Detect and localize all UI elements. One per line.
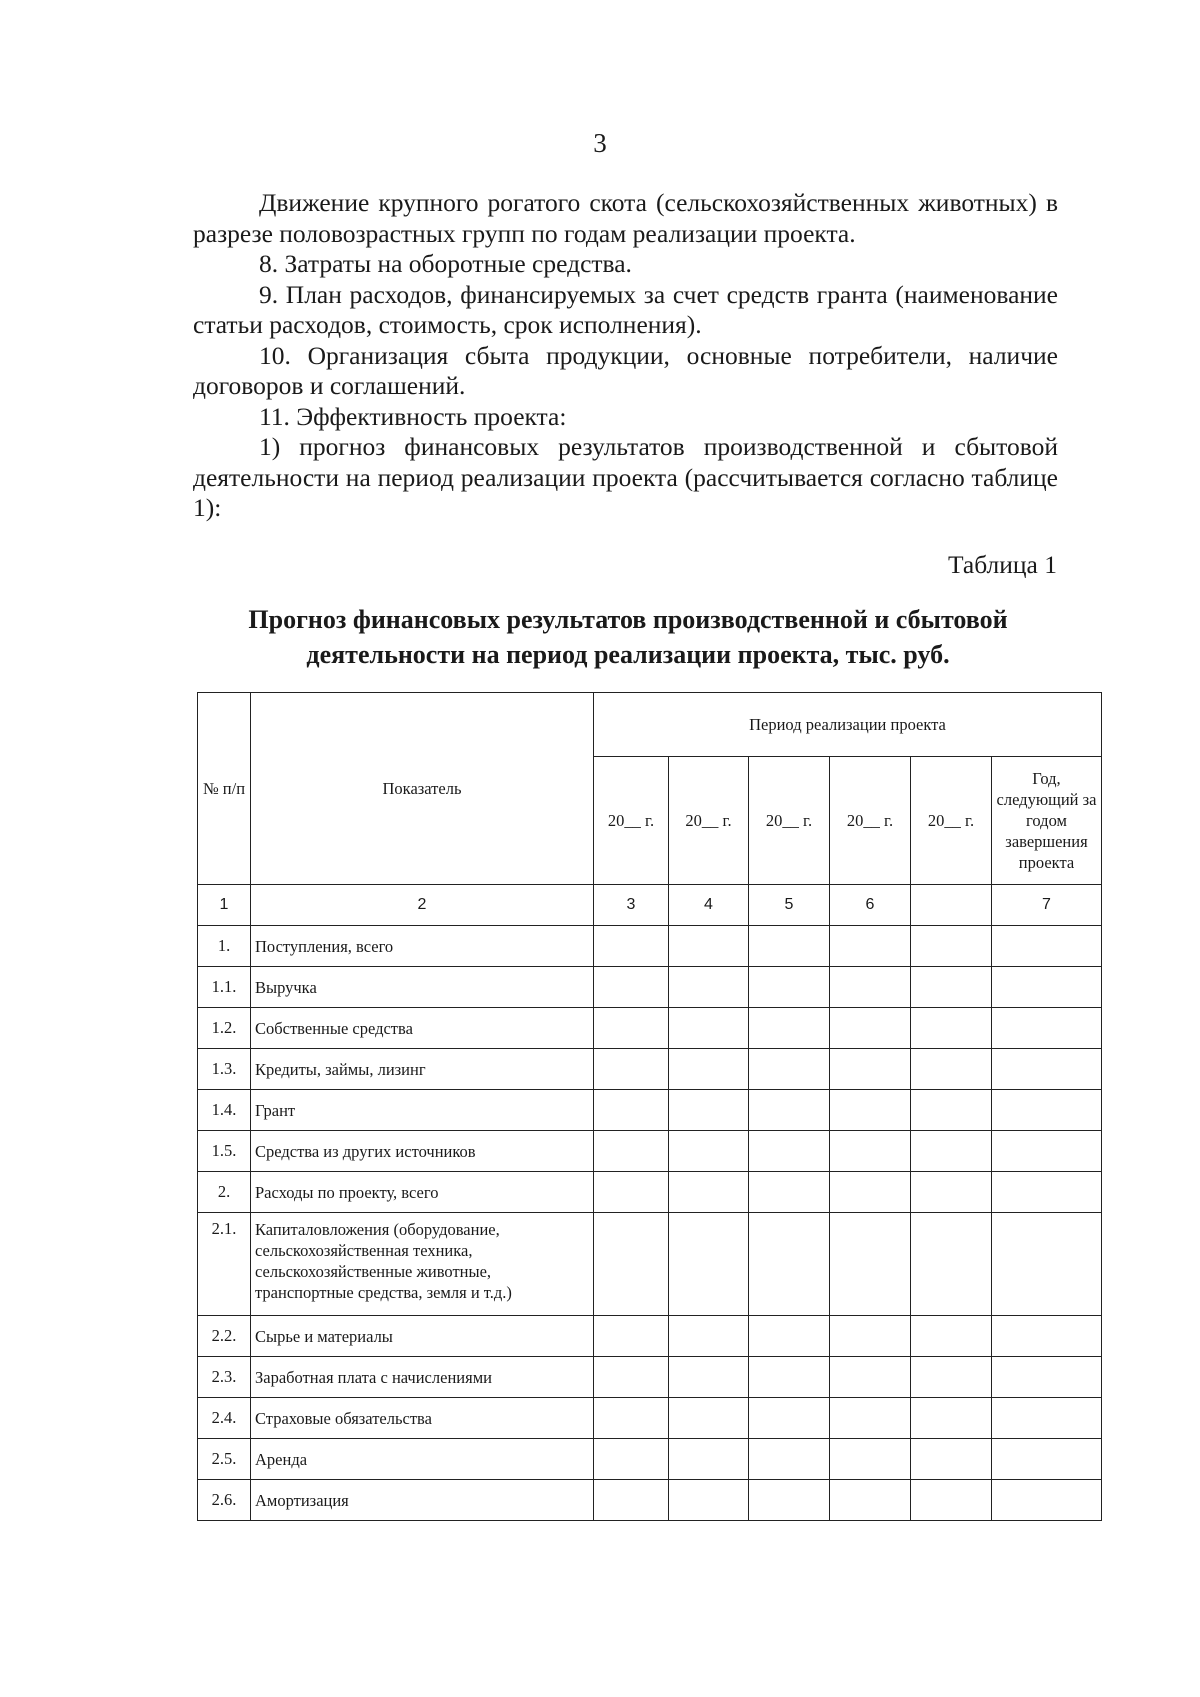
- value-cell: [992, 1480, 1102, 1521]
- row-indicator: Сырье и материалы: [251, 1316, 594, 1357]
- value-cell: [911, 926, 992, 967]
- row-indicator: Поступления, всего: [251, 926, 594, 967]
- value-cell: [594, 1316, 669, 1357]
- forecast-table: [197, 692, 1102, 1521]
- body-text: [193, 188, 1058, 524]
- value-cell: [992, 1008, 1102, 1049]
- value-cell: [594, 926, 669, 967]
- value-cell: [669, 1439, 749, 1480]
- value-cell: [911, 1172, 992, 1213]
- header-indicator: Показатель: [251, 693, 594, 885]
- value-cell: [594, 1172, 669, 1213]
- value-cell: [830, 1049, 911, 1090]
- row-indicator: Грант: [251, 1090, 594, 1131]
- value-cell: [992, 1090, 1102, 1131]
- value-cell: [830, 1131, 911, 1172]
- row-number: 2.3.: [198, 1357, 251, 1398]
- row-number: 1.2.: [198, 1008, 251, 1049]
- row-indicator: Расходы по проекту, всего: [251, 1172, 594, 1213]
- table-row: [198, 1172, 1102, 1213]
- value-cell: [749, 1213, 830, 1316]
- value-cell: [992, 1357, 1102, 1398]
- header-year-4: 20__ г.: [830, 757, 911, 885]
- value-cell: [669, 1213, 749, 1316]
- table-caption: Прогноз финансовых результатов производственной и сбытовой деятельности на период реализации проекта, тыс. руб.: [248, 605, 1008, 669]
- table-row: [198, 1316, 1102, 1357]
- header-next-year: Год, следующий за годом завершения проекта: [992, 757, 1102, 885]
- table-row: [198, 1008, 1102, 1049]
- row-number: 1.3.: [198, 1049, 251, 1090]
- value-cell: [830, 1480, 911, 1521]
- table-row: [198, 967, 1102, 1008]
- column-number-row: [198, 885, 1102, 926]
- value-cell: [911, 1316, 992, 1357]
- table-row: [198, 1357, 1102, 1398]
- value-cell: [669, 1480, 749, 1521]
- value-cell: [830, 967, 911, 1008]
- value-cell: [911, 1480, 992, 1521]
- column-number: 3: [594, 885, 669, 926]
- value-cell: [669, 967, 749, 1008]
- row-number: 1.4.: [198, 1090, 251, 1131]
- row-number: 2.1.: [198, 1213, 251, 1316]
- value-cell: [749, 1480, 830, 1521]
- table-row: [198, 1131, 1102, 1172]
- value-cell: [830, 1357, 911, 1398]
- header-num: № п/п: [198, 693, 251, 885]
- value-cell: [911, 1008, 992, 1049]
- row-number: 2.: [198, 1172, 251, 1213]
- value-cell: [669, 1131, 749, 1172]
- column-number: 5: [749, 885, 830, 926]
- value-cell: [669, 1357, 749, 1398]
- value-cell: [992, 926, 1102, 967]
- row-indicator: Средства из других источников: [251, 1131, 594, 1172]
- value-cell: [749, 1398, 830, 1439]
- value-cell: [911, 1439, 992, 1480]
- value-cell: [830, 926, 911, 967]
- column-number: 2: [251, 885, 594, 926]
- row-number: 1.1.: [198, 967, 251, 1008]
- row-number: 1.5.: [198, 1131, 251, 1172]
- value-cell: [749, 1316, 830, 1357]
- column-number: 6: [830, 885, 911, 926]
- value-cell: [669, 1398, 749, 1439]
- value-cell: [669, 1316, 749, 1357]
- value-cell: [992, 1172, 1102, 1213]
- page-number: 3: [593, 128, 607, 158]
- row-indicator: Аренда: [251, 1439, 594, 1480]
- value-cell: [749, 1172, 830, 1213]
- value-cell: [911, 1357, 992, 1398]
- value-cell: [749, 1439, 830, 1480]
- row-indicator: Страховые обязательства: [251, 1398, 594, 1439]
- value-cell: [749, 1131, 830, 1172]
- header-year-3: 20__ г.: [749, 757, 830, 885]
- value-cell: [594, 1480, 669, 1521]
- header-year-2: 20__ г.: [669, 757, 749, 885]
- row-number: 2.5.: [198, 1439, 251, 1480]
- table-row: [198, 1213, 1102, 1316]
- value-cell: [594, 1213, 669, 1316]
- value-cell: [669, 1172, 749, 1213]
- value-cell: [830, 1398, 911, 1439]
- value-cell: [669, 1090, 749, 1131]
- value-cell: [992, 967, 1102, 1008]
- value-cell: [594, 1398, 669, 1439]
- value-cell: [669, 1008, 749, 1049]
- paragraph-livestock: Движение крупного рогатого скота (сельскохозяйственных животных) в разрезе половозрастных групп по годам реализации проекта.: [193, 188, 1058, 248]
- paragraph-8: 8. Затраты на оборотные средства.: [259, 249, 632, 278]
- row-indicator: Заработная плата с начислениями: [251, 1357, 594, 1398]
- value-cell: [992, 1316, 1102, 1357]
- row-number: 2.4.: [198, 1398, 251, 1439]
- header-year-5: 20__ г.: [911, 757, 992, 885]
- value-cell: [911, 1213, 992, 1316]
- row-indicator: Собственные средства: [251, 1008, 594, 1049]
- column-number: 7: [992, 885, 1102, 926]
- value-cell: [594, 1049, 669, 1090]
- value-cell: [830, 1213, 911, 1316]
- value-cell: [749, 926, 830, 967]
- column-number: 1: [198, 885, 251, 926]
- value-cell: [749, 1049, 830, 1090]
- value-cell: [992, 1213, 1102, 1316]
- value-cell: [911, 1049, 992, 1090]
- value-cell: [992, 1131, 1102, 1172]
- value-cell: [992, 1398, 1102, 1439]
- header-year-1: 20__ г.: [594, 757, 669, 885]
- table-label: Таблица 1: [947, 550, 1057, 579]
- value-cell: [749, 1008, 830, 1049]
- row-indicator: Амортизация: [251, 1480, 594, 1521]
- row-number: 2.6.: [198, 1480, 251, 1521]
- value-cell: [594, 1357, 669, 1398]
- column-number: [911, 885, 992, 926]
- value-cell: [669, 1049, 749, 1090]
- value-cell: [830, 1439, 911, 1480]
- value-cell: [992, 1049, 1102, 1090]
- value-cell: [830, 1172, 911, 1213]
- value-cell: [669, 926, 749, 967]
- paragraph-9: 9. План расходов, финансируемых за счет средств гранта (наименование статьи расходов, стоимость, срок исполнения).: [193, 279, 1058, 339]
- value-cell: [830, 1090, 911, 1131]
- value-cell: [911, 1398, 992, 1439]
- value-cell: [594, 1131, 669, 1172]
- value-cell: [911, 1090, 992, 1131]
- column-number: 4: [669, 885, 749, 926]
- value-cell: [594, 1008, 669, 1049]
- value-cell: [749, 1090, 830, 1131]
- value-cell: [830, 1316, 911, 1357]
- value-cell: [594, 967, 669, 1008]
- value-cell: [749, 967, 830, 1008]
- value-cell: [992, 1439, 1102, 1480]
- header-period: Период реализации проекта: [594, 693, 1102, 757]
- paragraph-11-1: 1) прогноз финансовых результатов производственной и сбытовой деятельности на период реализации проекта (рассчитывается согласно таблице 1):: [193, 432, 1058, 522]
- row-indicator: Капиталовложения (оборудование, сельскохозяйственная техника, сельскохозяйственные животные, транспортные средства, земля и т.д.): [251, 1213, 594, 1316]
- value-cell: [911, 967, 992, 1008]
- value-cell: [830, 1008, 911, 1049]
- value-cell: [594, 1439, 669, 1480]
- table-row: [198, 926, 1102, 967]
- table-row: [198, 1049, 1102, 1090]
- table-row: [198, 1398, 1102, 1439]
- row-number: 2.2.: [198, 1316, 251, 1357]
- row-number: 1.: [198, 926, 251, 967]
- table-row: [198, 1480, 1102, 1521]
- row-indicator: Кредиты, займы, лизинг: [251, 1049, 594, 1090]
- table-row: [198, 1090, 1102, 1131]
- value-cell: [749, 1357, 830, 1398]
- table-row: [198, 1439, 1102, 1480]
- value-cell: [594, 1090, 669, 1131]
- paragraph-10: 10. Организация сбыта продукции, основные потребители, наличие договоров и соглашений.: [193, 340, 1058, 400]
- row-indicator: Выручка: [251, 967, 594, 1008]
- value-cell: [911, 1131, 992, 1172]
- paragraph-11: 11. Эффективность проекта:: [259, 401, 567, 431]
